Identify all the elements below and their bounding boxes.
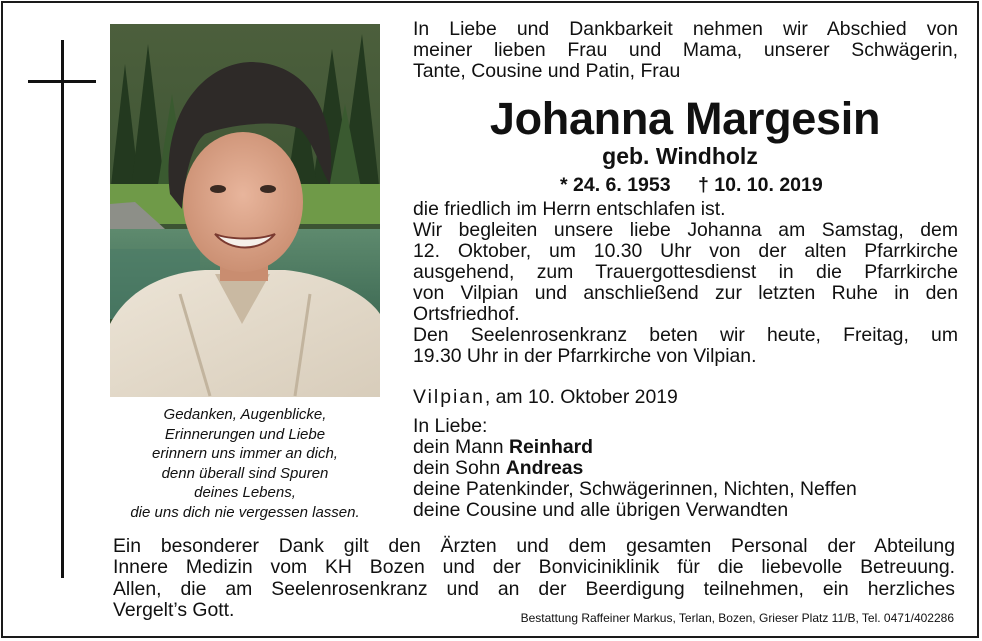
- family-son: [413, 458, 958, 479]
- family-relation: dein Sohn: [413, 457, 506, 479]
- family-relation: dein Mann: [413, 436, 509, 458]
- poem-line: Gedanken, Augenblicke,: [163, 406, 327, 423]
- thanks-text: [113, 536, 955, 621]
- body-line: Ortsfriedhof.: [413, 303, 520, 325]
- poem-line: erinnern uns immer an dich,: [152, 445, 338, 463]
- family-husband: [413, 437, 958, 458]
- intro-text: [413, 19, 958, 82]
- poem-line: die uns dich nie vergessen lassen.: [130, 503, 360, 521]
- undertaker-credit: Bestattung Raffeiner Markus, Terlan, Bozen, Grieser Platz 11/B, Tel. 0471/402286: [520, 611, 954, 625]
- poem-line: deines Lebens,: [194, 484, 296, 502]
- notice-date: , am 10. Oktober 2019: [484, 386, 678, 408]
- body-line: die friedlich im Herrn entschlafen ist.: [413, 198, 726, 220]
- body-line: 12. Oktober, um 10.30 Uhr von der alten Pfarrkirche: [413, 240, 958, 262]
- thanks-line: Vergelt’s Gott.: [113, 598, 235, 621]
- place-and-date: [413, 387, 958, 408]
- body-line: von Vilpian und anschließend zur letzten Ruhe in den: [413, 282, 958, 304]
- body-line: ausgehend, zum Trauergottesdienst in die Pfarrkirche: [413, 261, 958, 283]
- body-line: Den Seelenrosenkranz beten wir heute, Freitag, um: [413, 324, 958, 346]
- memorial-poem: [104, 405, 386, 523]
- body-line: 19.30 Uhr in der Pfarrkirche von Vilpian.: [413, 345, 757, 367]
- intro-line: Tante, Cousine und Patin, Frau: [413, 60, 681, 82]
- family-list: [413, 416, 958, 521]
- family-relatives: deine Cousine und alle übrigen Verwandten: [413, 499, 789, 521]
- intro-line: In Liebe und Dankbarkeit nehmen wir Abschied von: [413, 18, 958, 40]
- deceased-name: Johanna Margesin: [489, 93, 881, 144]
- intro-line: meiner lieben Frau und Mama, unserer Schwägerin,: [413, 39, 958, 61]
- thanks-line: Allen, die am Seelenrosenkranz und an der Beerdigung teilnehmen, ein herzliches: [113, 577, 955, 600]
- portrait-photo: [110, 24, 380, 397]
- family-relatives: deine Patenkinder, Schwägerinnen, Nichten, Neffen: [413, 478, 857, 500]
- poem-line: Erinnerungen und Liebe: [164, 425, 326, 443]
- birth-date: * 24. 6. 1953: [560, 174, 671, 196]
- thanks-line: Innere Medizin vom KH Bozen und der Bonviciniklinik für die liebevolle Betreuung.: [113, 556, 955, 579]
- life-dates: [560, 174, 823, 196]
- husband-name: Reinhard: [508, 436, 593, 458]
- son-name: Andreas: [505, 457, 584, 479]
- maiden-name: geb. Windholz: [602, 143, 758, 169]
- death-date: † 10. 10. 2019: [698, 174, 823, 196]
- place-name: Vilpian: [413, 386, 485, 408]
- thanks-line: Ein besonderer Dank gilt den Ärzten und dem gesamten Personal der Abteilung: [113, 535, 955, 557]
- poem-line: denn überall sind Spuren: [161, 464, 329, 482]
- funeral-details: [413, 199, 958, 367]
- family-heading: In Liebe:: [413, 415, 488, 437]
- body-line: Wir begleiten unsere liebe Johanna am Samstag, dem: [413, 219, 958, 241]
